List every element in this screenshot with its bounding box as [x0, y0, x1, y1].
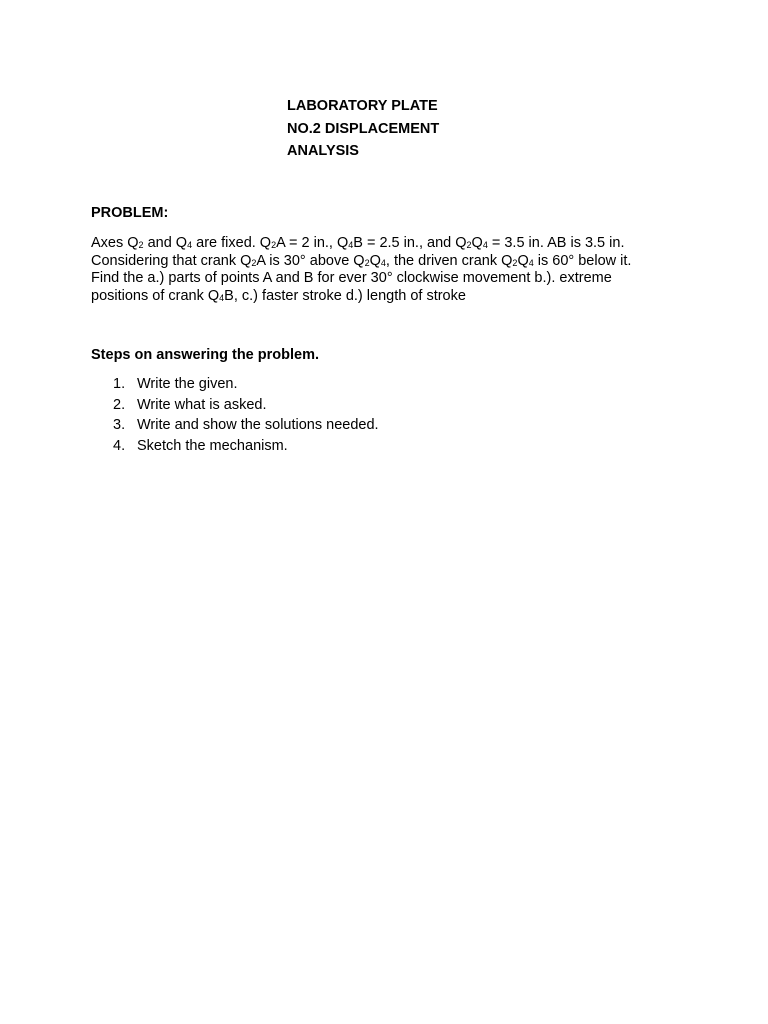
- document-title: [287, 95, 439, 163]
- step-number: 1.: [113, 376, 126, 392]
- problem-line-3: Find the a.) parts of points A and B for ever 30° clockwise movement b.). extreme: [91, 270, 612, 286]
- title-line-1: LABORATORY PLATE: [287, 98, 438, 114]
- step-text: Write the given.: [137, 376, 238, 392]
- list-item: [113, 374, 379, 395]
- problem-line-1: Axes $Q_2$ and $Q_4$ are fixed. $Q_2A = 2$ in., $Q_4B = 2.5$ in., and $Q_2Q_4 = 3.5$ in. AB is 3.5 in.: [91, 235, 625, 251]
- list-item: [113, 436, 379, 457]
- step-text: Sketch the mechanism.: [137, 437, 288, 454]
- title-line-2: NO.2 DISPLACEMENT: [287, 120, 440, 137]
- problem-line-4: positions of crank $Q_4B$, c.) faster stroke d.) length of stroke: [91, 287, 466, 304]
- title-line-3: ANALYSIS: [287, 143, 359, 159]
- step-text: Write what is asked.: [137, 396, 267, 413]
- problem-heading: PROBLEM:: [91, 205, 169, 221]
- steps-heading: Steps on answering the problem.: [91, 347, 320, 363]
- step-number: 3.: [113, 417, 126, 433]
- steps-list: [113, 374, 379, 456]
- step-text: Write and show the solutions needed.: [137, 417, 379, 433]
- list-item: [113, 395, 379, 416]
- problem-statement: [91, 235, 671, 305]
- problem-line-2: Considering that crank $Q_2A$ is 30° above $Q_2Q_4$, the driven crank $Q_2Q_4$ is 60° below it.: [91, 252, 632, 269]
- step-number: 4.: [113, 437, 126, 454]
- list-item: [113, 415, 379, 436]
- step-number: 2.: [113, 396, 126, 413]
